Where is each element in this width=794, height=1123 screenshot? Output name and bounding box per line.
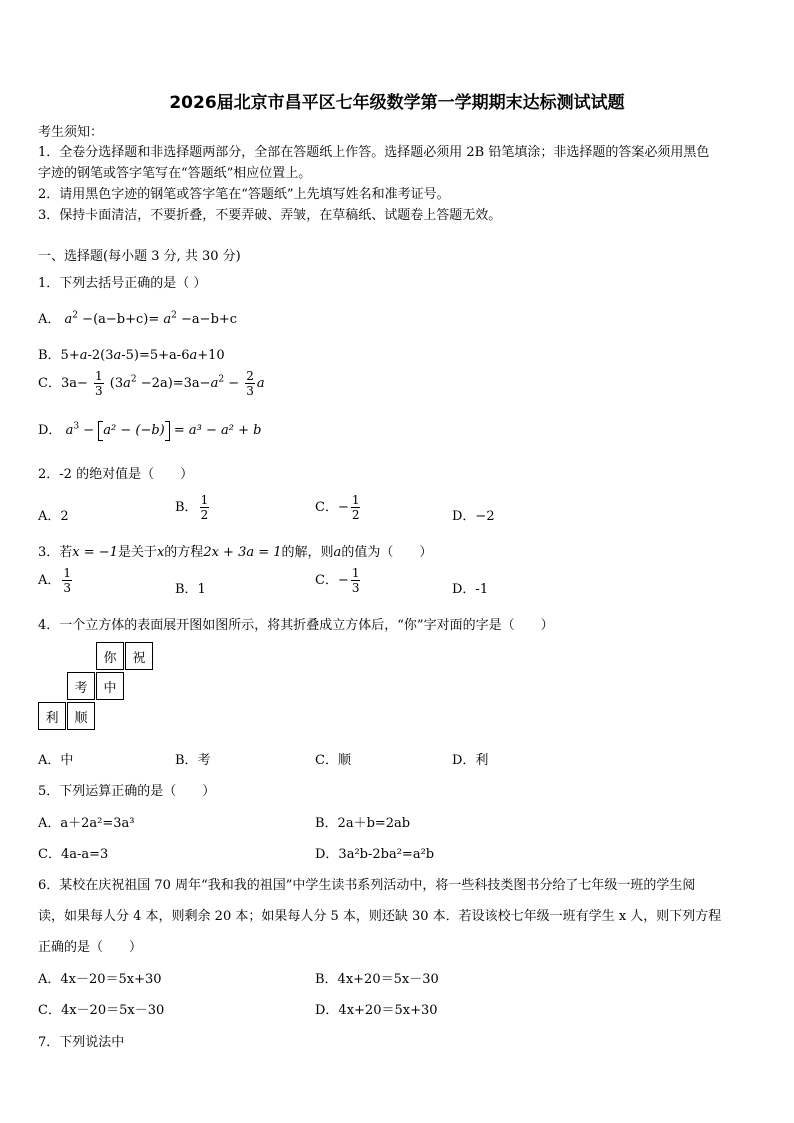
- q5-option-c: C．4a-a=3: [38, 847, 109, 862]
- q2-stem: 2．-2 的绝对值是（ ）: [38, 467, 194, 482]
- q1-b-var-2: a: [113, 348, 122, 363]
- notice-heading: 考生须知：: [38, 125, 104, 140]
- q1-c-mid2: −2a)=3a−: [140, 376, 211, 391]
- q1-a-var-2: a: [163, 312, 172, 327]
- q1-d-prefix: D．: [38, 423, 62, 438]
- net-cell-ni: 你: [96, 642, 124, 670]
- q1-d-mid: −: [83, 423, 95, 438]
- q1-option-c: C．3a− $\frac{1}{3}$ $(3a^2 -2a)=3a-a^2$ − $\frac{2}{3}$ a: [38, 369, 265, 398]
- notice-item-3: 3．保持卡面清洁，不要折叠，不要弄破、弄皱，在草稿纸、试题卷上答题无效。: [38, 208, 502, 223]
- page-title: 2026届北京市昌平区七年级数学第一学期期末达标测试试题: [169, 93, 625, 113]
- q4-option-c: C．顺: [315, 753, 351, 768]
- section-heading: 一、选择题(每小题 3 分, 共 30 分): [38, 249, 241, 264]
- q6-option-a: A．4x－20＝5x+30: [38, 972, 162, 987]
- q6-option-d: D．4x+20＝5x+30: [315, 1003, 438, 1018]
- q4-option-b: B．考: [175, 753, 211, 768]
- q1-b-var: a: [79, 348, 88, 363]
- q6-option-c: C．4x－20＝5x－30: [38, 1003, 165, 1018]
- q7-stem: 7．下列说法中: [38, 1035, 125, 1050]
- notice-item-1-line-2: 字迹的钢笔或答字笔写在“答题纸”相应位置上。: [38, 166, 312, 181]
- q1-b-prefix: B．5+: [38, 348, 80, 363]
- q3-stem: 3．若x = −1是关于x的方程2x + 3a = 1的解，则a的值为（ ）: [38, 545, 433, 560]
- q1-b-tail: +10: [197, 348, 225, 363]
- q4-stem: 4．一个立方体的表面展开图如图所示，将其折叠成立方体后，“你”字对面的字是（ ）: [38, 618, 554, 633]
- q4-option-d: D．利: [452, 753, 489, 768]
- q5-option-b: B．2a＋b=2ab: [315, 816, 411, 831]
- q1-a-var: a: [64, 312, 73, 327]
- q5-option-a: A．a＋2a²=3a³: [38, 816, 135, 831]
- q6-stem-line-2: 读，如果每人分 4 本，则剩余 20 本；如果每人分 5 本，则还缺 30 本．若设该校七年级一班有学生 x 人，则下列方程: [38, 909, 722, 924]
- q6-option-b: B．4x+20＝5x－30: [315, 972, 439, 987]
- q1-option-b: [38, 344, 225, 363]
- right-bracket: [165, 421, 170, 441]
- q1-d-inner: a² − (−b): [103, 423, 165, 438]
- net-cell-zhu: 祝: [125, 642, 153, 670]
- q1-c-fraction: $\frac{1}{3}$: [95, 369, 103, 398]
- q5-stem: 5．下列运算正确的是（ ）: [38, 784, 216, 799]
- q3-option-d: D．-1: [452, 582, 489, 597]
- q2-option-d: D．−2: [452, 509, 495, 524]
- q5-option-d: D．3a²b-2ba²=a²b: [315, 847, 435, 862]
- q1-b-mid: -2(3: [87, 348, 114, 363]
- net-cell-kao: 考: [67, 672, 95, 700]
- q1-d-tail: = a³ − a² + b: [173, 423, 262, 438]
- q4-option-a: A．中: [38, 753, 74, 768]
- q1-a-tail: −a−b+c: [181, 312, 238, 327]
- q3-option-a: A． $\frac{1}{3}$: [38, 566, 72, 595]
- q6-stem-line-3: 正确的是（ ）: [38, 940, 143, 955]
- net-cell-li: 利: [38, 702, 66, 730]
- q2-option-b: B． $\frac{1}{2}$: [175, 493, 209, 522]
- q1-stem: 1．下列去括号正确的是（ ）: [38, 276, 207, 291]
- q1-b-mid2: -5)=5+a-6: [121, 348, 190, 363]
- q1-option-d: D． $a^3 - a^2 - (-b) = a^3 - a^2 + b$: [38, 419, 261, 441]
- net-cell-zhong: 中: [96, 672, 124, 700]
- q1-option-a: A． $a^2 -(a-b+c)= a^2 -a-b+c$: [38, 310, 238, 327]
- q1-a-text: −(a−b+c)=: [82, 312, 160, 327]
- q1-b-var-3: a: [189, 348, 198, 363]
- q1-c-mid: (3: [109, 376, 124, 391]
- q1-a-prefix: A．: [38, 312, 61, 327]
- q3-option-c: C．− $\frac{1}{3}$: [315, 566, 360, 595]
- notice-item-2: 2．请用黑色字迹的钢笔或答字笔在“答题纸”上先填写姓名和准考证号。: [38, 187, 450, 202]
- q2-option-a: A．2: [38, 509, 69, 524]
- q2-option-c: C．− $\frac{1}{2}$: [315, 493, 360, 522]
- q6-stem-line-1: 6．某校在庆祝祖国 70 周年“我和我的祖国”中学生读书系列活动中，将一些科技类图书分给了七年级一班的学生阅: [38, 878, 696, 893]
- q1-c-mid3: −: [228, 376, 240, 391]
- notice-item-1-line-1: 1．全卷分选择题和非选择题两部分，全部在答题纸上作答。选择题必须用 2B 铅笔填涂；非选择题的答案必须用黑色: [38, 145, 710, 160]
- net-cell-shun: 顺: [67, 702, 95, 730]
- q1-c-prefix: C．3a−: [38, 376, 88, 391]
- q1-c-fraction-2: $\frac{2}{3}$: [246, 369, 254, 398]
- q3-option-b: B．1: [175, 582, 206, 597]
- cube-net-figure: [38, 642, 158, 732]
